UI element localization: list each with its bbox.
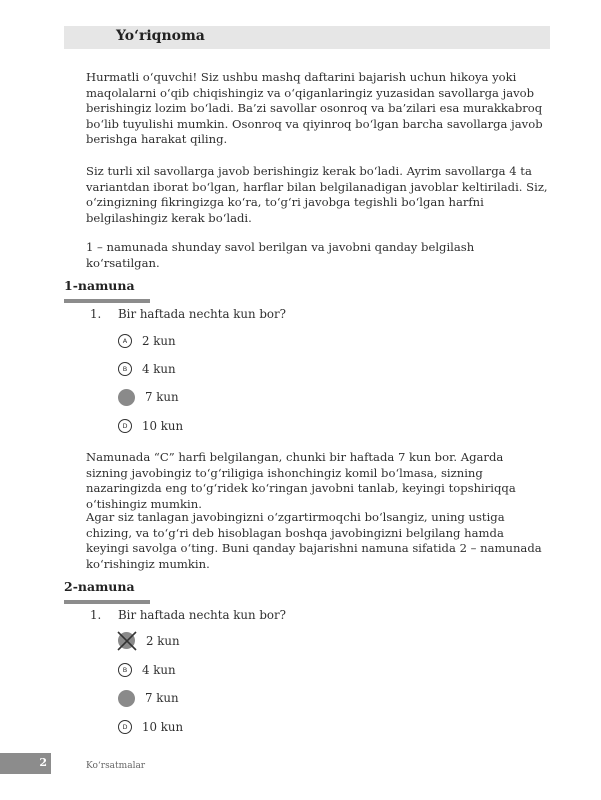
- answer-bubble-empty[interactable]: B: [118, 362, 132, 376]
- sample-intro-paragraph: 1 – namunada shunday savol berilgan va javobni qanday belgilash ko‘rsatilgan.: [86, 240, 475, 270]
- page-number-box: [0, 753, 51, 774]
- option-text: 2 kun: [146, 634, 180, 648]
- answer-bubble-filled[interactable]: [118, 389, 135, 406]
- option-text: 7 kun: [145, 390, 179, 404]
- explanation-paragraph: Namunada “C” harfi belgilangan, chunki bir haftada 7 kun bor. Agarda sizning javobingiz to‘g‘riligiga ishonchingiz komil bo‘lmasa, sizning nazaringizda eng to‘g‘ridek ko‘ringan javobni tanlab, keyingi topshiriqqa o‘tishingiz mumkin.: [86, 450, 516, 511]
- answer-bubble-empty[interactable]: D: [118, 720, 132, 734]
- page-title: Yo‘riqnoma: [116, 28, 205, 44]
- page-number: 2: [39, 756, 47, 769]
- option-text: 4 kun: [142, 362, 176, 376]
- sample2-question-number: 1.: [90, 608, 102, 622]
- sample2-question-text: Bir haftada nechta kun bor?: [118, 608, 286, 622]
- sample1-question-text: Bir haftada nechta kun bor?: [118, 307, 286, 321]
- sample2-option-d[interactable]: [118, 719, 183, 735]
- sample2-heading: 2-namuna: [64, 579, 135, 594]
- title-bar: [64, 26, 550, 49]
- option-text: 4 kun: [142, 663, 176, 677]
- sample1-option-d[interactable]: [118, 418, 183, 434]
- sample1-question: [90, 307, 286, 321]
- sample1-underline: [64, 299, 150, 303]
- sample2-option-b[interactable]: [118, 662, 176, 678]
- cross-out-icon: [116, 630, 138, 652]
- footer-section-label: Ko‘rsatmalar: [86, 761, 146, 771]
- sample2-question: [90, 608, 286, 622]
- change-answer-paragraph: Agar siz tanlagan javobingizni o‘zgartirmoqchi bo‘lsangiz, uning ustiga chizing, va to‘g‘ri deb hisoblagan boshqa javobingizni belgilang hamda keyingi savolga o‘ting. Buni qanday bajarishni namuna sifatida 2 – namunada ko‘rishingiz mumkin.: [86, 510, 542, 571]
- sample2-underline: [64, 600, 150, 604]
- option-text: 7 kun: [145, 691, 179, 705]
- instructions-paragraph: Siz turli xil savollarga javob berishingiz kerak bo‘ladi. Ayrim savollarga 4 ta variantdan iborat bo‘lgan, harflar bilan belgilanadigan javoblar keltiriladi. Siz, o‘zingizning fikringizga ko‘ra, to‘g‘ri javobga tegishli bo‘lgan harfni belgilashingiz kerak bo‘ladi.: [86, 164, 548, 225]
- answer-bubble-empty[interactable]: D: [118, 419, 132, 433]
- sample1-heading: 1-namuna: [64, 278, 135, 293]
- sample1-option-c[interactable]: [118, 389, 179, 405]
- sample2-option-a[interactable]: [118, 633, 180, 649]
- sample1-option-a[interactable]: [118, 333, 176, 349]
- sample1-question-number: 1.: [90, 307, 102, 321]
- answer-bubble-empty[interactable]: A: [118, 334, 132, 348]
- answer-bubble-empty[interactable]: B: [118, 663, 132, 677]
- option-text: 2 kun: [142, 334, 176, 348]
- option-text: 10 kun: [142, 720, 184, 734]
- sample1-option-b[interactable]: [118, 361, 176, 377]
- answer-bubble-filled[interactable]: [118, 690, 135, 707]
- option-text: 10 kun: [142, 419, 184, 433]
- sample2-option-c[interactable]: [118, 690, 179, 706]
- intro-paragraph: Hurmatli o‘quvchi! Siz ushbu mashq daftarini bajarish uchun hikoya yoki maqolalarni o‘qib chiqishingiz va o‘qiganlaringiz yuzasidan savollarga javob berishingiz lozim bo‘ladi. Ba’zi savollar osonroq va ba’zilari esa murakkabroq bo‘lib tuyulishi mumkin. Osonroq va qiyinroq bo‘lgan barcha savollarga javob berishga harakat qiling.: [86, 70, 543, 146]
- answer-bubble-crossed[interactable]: [118, 632, 136, 650]
